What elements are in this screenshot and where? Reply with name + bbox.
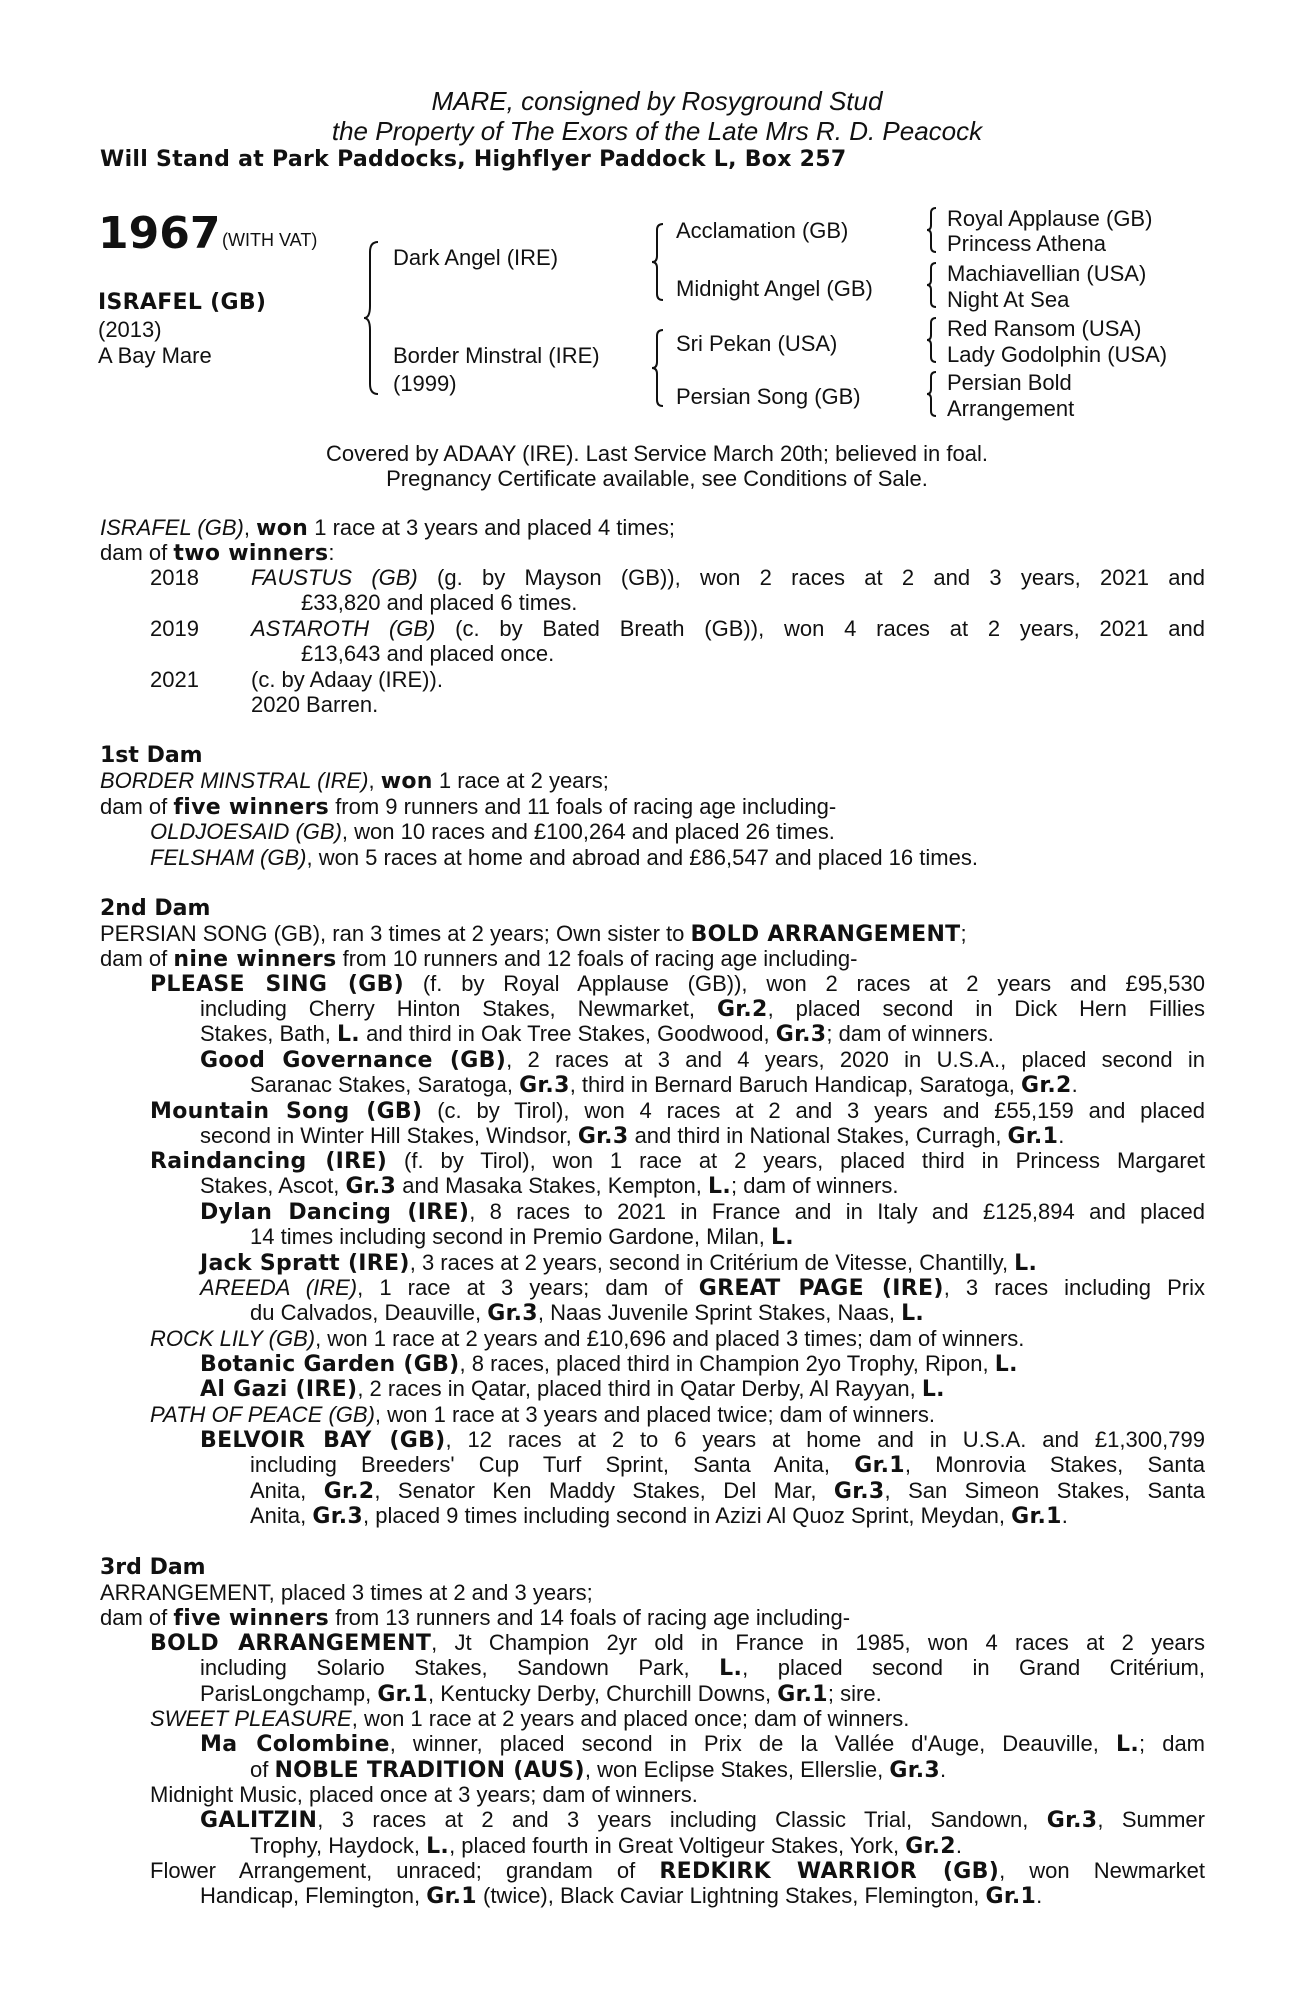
second-dam-l2: [100, 946, 857, 972]
produce-row-text: (c. by Bated Breath (GB)), won 4 races at 2 years, 2021 and: [435, 616, 1205, 641]
pregnancy-line: Pregnancy Certificate available, see Conditions of Sale.: [386, 466, 928, 491]
belvoir-bay-l3: [250, 1478, 1205, 1504]
galitzin-gr: Gr.3: [1046, 1808, 1098, 1833]
good-governance-l1: [200, 1047, 1205, 1073]
galitzin-l2: [250, 1833, 962, 1859]
ma-colombine-2e: .: [940, 1757, 947, 1782]
galitzin-end: , Summer: [1097, 1807, 1205, 1832]
please-sing-rest: (f. by Royal Applause (GB)), won 2 races at 2 years and £95,530: [404, 971, 1205, 996]
pedigree-ssd: Princess Athena: [947, 231, 1106, 256]
pedigree-ss: Acclamation (GB): [676, 218, 849, 243]
please-sing-3d: Gr.3: [775, 1022, 827, 1047]
bold-arrangement-l3: [200, 1681, 882, 1707]
path-of-peace-rest: , won 1 race at 3 years and placed twice; dam of winners.: [374, 1402, 935, 1427]
bold-arrangement-2a: including Solario Stakes, Sandown Park,: [200, 1655, 720, 1680]
flower-arrangement-2a: Handicap, Flemington,: [200, 1883, 427, 1908]
pedigree-dsd: Lady Godolphin (USA): [947, 342, 1168, 367]
ma-colombine-2b: NOBLE TRADITION (AUS): [274, 1758, 585, 1783]
flower-arrangement-c: , won Newmarket: [999, 1858, 1205, 1883]
please-sing-name: PLEASE SING (GB): [150, 972, 405, 997]
produce-row-year: 2019: [150, 616, 199, 641]
third-dam-l2c: from 13 runners and 14 foals of racing age including-: [329, 1605, 851, 1630]
ma-colombine-2a: of: [250, 1757, 275, 1782]
pedigree-dd: Persian Song (GB): [676, 384, 861, 409]
ma-colombine-l: L.: [1116, 1732, 1139, 1757]
first-dam-l4-rest: , won 5 races at home and abroad and £86,547 and placed 16 times.: [306, 845, 978, 870]
flower-arrangement-2e: .: [1036, 1883, 1043, 1908]
horse-description: A Bay Mare: [98, 343, 212, 368]
first-dam-l1: [100, 768, 609, 794]
brace-ds: [925, 316, 939, 364]
bold-arrangement-3b: Gr.1: [377, 1682, 428, 1707]
areeda-2b: Gr.3: [487, 1301, 538, 1326]
second-dam-l2c: from 10 runners and 12 foals of racing age including-: [336, 946, 858, 971]
produce-row-year: 2021: [150, 667, 199, 692]
pedigree-dam-year: (1999): [393, 371, 457, 396]
second-dam-l2b: nine winners: [173, 947, 337, 972]
jack-spratt-rest: , 3 races at 2 years, second in Critérium de Vitesse, Chantilly,: [409, 1250, 1015, 1275]
bold-arrangement-3d: Gr.1: [777, 1682, 828, 1707]
good-governance-2c: , third in Bernard Baruch Handicap, Saratoga,: [569, 1072, 1021, 1097]
ma-colombine-rest: , winner, placed second in Prix de la Vallée d'Auge, Deauville,: [389, 1731, 1117, 1756]
please-sing-l1: [150, 971, 1205, 997]
please-sing-3b: L.: [336, 1022, 360, 1047]
belvoir-bay-rest: , 12 races at 2 to 6 years at home and in U.S.A. and £1,300,799: [445, 1427, 1205, 1452]
produce-dam-of-c: :: [328, 540, 335, 565]
please-sing-l3: [200, 1021, 994, 1047]
botanic-garden-l1: [200, 1351, 1018, 1377]
galitzin-2b: L.: [426, 1834, 450, 1859]
dylan-dancing-l2: [250, 1224, 794, 1250]
rock-lily-l1: [150, 1326, 1024, 1351]
produce-row-cont: 2020 Barren.: [251, 692, 379, 717]
belvoir-bay-3a: Anita,: [250, 1478, 324, 1503]
galitzin-name: GALITZIN: [200, 1808, 318, 1833]
bold-arrangement-2c: , placed second in Grand Critérium,: [742, 1655, 1205, 1680]
path-of-peace-name: PATH OF PEACE (GB): [150, 1402, 375, 1427]
dylan-dancing-l1: [200, 1199, 1205, 1225]
first-dam-name: BORDER MINSTRAL (IRE): [100, 768, 369, 793]
produce-row-year: 2018: [150, 565, 199, 590]
belvoir-bay-name: BELVOIR BAY (GB): [200, 1428, 446, 1453]
first-dam-rest: 1 race at 2 years;: [432, 768, 609, 793]
flower-arrangement-a: Flower Arrangement, unraced; grandam of: [150, 1858, 660, 1883]
pedigree-dam: Border Minstral (IRE): [393, 343, 600, 368]
areeda-name: AREEDA (IRE): [200, 1275, 358, 1300]
flower-arrangement-2d: Gr.1: [985, 1884, 1037, 1909]
raindancing-name: Raindancing (IRE): [150, 1149, 388, 1174]
produce-row-text: (g. by Mayson (GB)), won 2 races at 2 and 3 years, 2021 and: [417, 565, 1205, 590]
mountain-song-l2: [200, 1123, 1064, 1149]
second-dam-l2a: dam of: [100, 946, 174, 971]
first-dam-comma: ,: [368, 768, 381, 793]
sweet-pleasure-name: SWEET PLEASURE: [150, 1706, 352, 1731]
flower-arrangement-b: REDKIRK WARRIOR (GB): [659, 1859, 1000, 1884]
mountain-song-rest: (c. by Tirol), won 4 races at 2 and 3 years and £55,159 and placed: [422, 1098, 1205, 1123]
produce-row-name: ASTAROTH (GB): [251, 616, 436, 641]
bold-arrangement-2b: L.: [719, 1656, 743, 1681]
good-governance-l2: [250, 1072, 1078, 1098]
sire-dam-brace: [362, 240, 382, 396]
lot-number: 1967: [98, 208, 221, 259]
pedigree-sdd: Night At Sea: [947, 287, 1070, 312]
areeda-2d: L.: [901, 1301, 925, 1326]
good-governance-name: Good Governance (GB): [200, 1048, 507, 1073]
third-dam-l2b: five winners: [173, 1606, 330, 1631]
please-sing-2c: , placed second in Dick Hern Fillies: [767, 996, 1206, 1021]
areeda-l2: [250, 1300, 924, 1326]
al-gazi-l1: [200, 1376, 945, 1402]
raindancing-2a: Stakes, Ascot,: [200, 1173, 346, 1198]
jack-spratt-l: L.: [1014, 1251, 1038, 1276]
second-dam-l1c: ;: [960, 921, 967, 946]
please-sing-3a: Stakes, Bath,: [200, 1021, 337, 1046]
raindancing-2c: and Masaka Stakes, Kempton,: [396, 1173, 708, 1198]
bold-arrangement-3e: ; sire.: [827, 1681, 882, 1706]
pedigree-sds: Machiavellian (USA): [947, 261, 1147, 286]
produce-dam-of-a: dam of: [100, 540, 174, 565]
belvoir-bay-2c: , Monrovia Stakes, Santa: [904, 1452, 1205, 1477]
belvoir-bay-3e: , San Simeon Stakes, Santa: [884, 1478, 1205, 1503]
please-sing-3e: ; dam of winners.: [826, 1021, 994, 1046]
rock-lily-name: ROCK LILY (GB): [150, 1326, 316, 1351]
produce-row-cont: £13,643 and placed once.: [301, 641, 555, 666]
first-dam-l4: [150, 845, 978, 870]
mountain-song-2a: second in Winter Hill Stakes, Windsor,: [200, 1123, 578, 1148]
covered-line: Covered by ADAAY (IRE). Last Service March 20th; believed in foal.: [326, 441, 988, 466]
produce-row-cont: £33,820 and placed 6 times.: [301, 590, 578, 615]
path-of-peace-l1: [150, 1402, 935, 1427]
al-gazi-name: Al Gazi (IRE): [200, 1377, 358, 1402]
first-dam-l2: [100, 794, 836, 820]
third-dam-l1: ARRANGEMENT, placed 3 times at 2 and 3 years;: [100, 1580, 593, 1605]
produce-row-entry: [251, 616, 1205, 641]
flower-arrangement-l1: [150, 1858, 1205, 1884]
produce-intro-rest: 1 race at 3 years and placed 4 times;: [308, 515, 675, 540]
vat-note: (WITH VAT): [222, 230, 318, 250]
al-gazi-rest: , 2 races in Qatar, placed third in Qatar Derby, Al Rayyan,: [357, 1376, 922, 1401]
galitzin-2d: Gr.2: [905, 1834, 956, 1859]
ma-colombine-2c: , won Eclipse Stakes, Ellerslie,: [584, 1757, 890, 1782]
flower-arrangement-2c: (twice), Black Caviar Lightning Stakes, Flemington,: [476, 1883, 986, 1908]
bold-arrangement-rest: , Jt Champion 2yr old in France in 1985, won 4 races at 2 years: [431, 1630, 1205, 1655]
good-governance-2b: Gr.3: [519, 1073, 570, 1098]
please-sing-l2: [200, 996, 1205, 1022]
first-dam-won: won: [380, 769, 433, 794]
bold-arrangement-l2: [200, 1655, 1205, 1681]
raindancing-rest: (f. by Tirol), won 1 race at 2 years, placed third in Princess Margaret: [387, 1148, 1205, 1173]
produce-dam-of-b: two winners: [173, 541, 329, 566]
good-governance-2d: Gr.2: [1020, 1073, 1072, 1098]
second-dam-heading: 2nd Dam: [100, 896, 211, 921]
property-line: the Property of The Exors of the Late Mrs R. D. Peacock: [331, 116, 983, 146]
raindancing-2d: L.: [708, 1174, 731, 1199]
mountain-song-2b: Gr.3: [577, 1124, 629, 1149]
produce-intro: [100, 515, 675, 541]
produce-row-entry: [251, 565, 1205, 590]
botanic-garden-l: L.: [994, 1352, 1018, 1377]
first-dam-l3: [150, 819, 835, 844]
produce-intro-name: ISRAFEL (GB): [100, 515, 244, 540]
galitzin-l1: [200, 1807, 1205, 1833]
first-dam-l3-name: OLDJOESAID (GB): [150, 819, 342, 844]
flower-arrangement-l2: [200, 1883, 1042, 1909]
produce-row-name: FAUSTUS (GB): [251, 565, 418, 590]
pedigree-dss: Red Ransom (USA): [947, 316, 1142, 341]
produce-row-entry: (c. by Adaay (IRE)).: [251, 667, 443, 692]
botanic-garden-name: Botanic Garden (GB): [200, 1352, 460, 1377]
bold-arrangement-l1: [150, 1630, 1205, 1656]
pedigree-sire: Dark Angel (IRE): [393, 245, 559, 270]
belvoir-bay-3b: Gr.2: [323, 1479, 375, 1504]
bold-arrangement-name: BOLD ARRANGEMENT: [150, 1631, 432, 1656]
belvoir-bay-4a: Anita,: [250, 1503, 313, 1528]
belvoir-bay-4d: Gr.1: [1011, 1504, 1062, 1529]
galitzin-2c: , placed fourth in Great Voltigeur Stakes, York,: [449, 1833, 906, 1858]
dylan-dancing-2b: L.: [770, 1225, 794, 1250]
botanic-garden-rest: , 8 races, placed third in Champion 2yo Trophy, Ripon,: [459, 1351, 995, 1376]
good-governance-2a: Saranac Stakes, Saratoga,: [250, 1072, 520, 1097]
belvoir-bay-2b: Gr.1: [854, 1453, 905, 1478]
belvoir-bay-4b: Gr.3: [312, 1504, 364, 1529]
please-sing-2b: Gr.2: [716, 997, 768, 1022]
bold-arrangement-3a: ParisLongchamp,: [200, 1681, 378, 1706]
second-dam-l1: [100, 921, 967, 947]
ma-colombine-end: ; dam: [1139, 1731, 1206, 1756]
belvoir-bay-4c: , placed 9 times including second in Azizi Al Quoz Sprint, Meydan,: [363, 1503, 1012, 1528]
belvoir-bay-3d: Gr.3: [833, 1479, 885, 1504]
al-gazi-l: L.: [921, 1377, 945, 1402]
belvoir-bay-l2: [250, 1452, 1205, 1478]
raindancing-2b: Gr.3: [345, 1174, 397, 1199]
jack-spratt-name: Jack Spratt (IRE): [200, 1251, 410, 1276]
raindancing-l1: [150, 1148, 1205, 1174]
rock-lily-rest: , won 1 race at 2 years and £10,696 and placed 3 times; dam of winners.: [315, 1326, 1025, 1351]
second-dam-l1b: BOLD ARRANGEMENT: [690, 922, 961, 947]
belvoir-bay-l1: [200, 1427, 1205, 1453]
second-dam-l1a: PERSIAN SONG (GB), ran 3 times at 2 years; Own sister to: [100, 921, 691, 946]
ma-colombine-name: Ma Colombine: [200, 1732, 390, 1757]
brace-sd: [925, 261, 939, 309]
mountain-song-2c: and third in National Stakes, Curragh,: [628, 1123, 1008, 1148]
belvoir-bay-3c: , Senator Ken Maddy Stakes, Del Mar,: [374, 1478, 834, 1503]
midnight-music-l1: Midnight Music, placed once at 3 years; dam of winners.: [150, 1782, 698, 1807]
brace-dd: [925, 370, 939, 418]
produce-intro-comma: ,: [243, 515, 257, 540]
belvoir-bay-l4: [250, 1503, 1068, 1529]
dylan-dancing-name: Dylan Dancing (IRE): [200, 1200, 470, 1225]
ma-colombine-l2: [250, 1757, 946, 1783]
bold-arrangement-3c: , Kentucky Derby, Churchill Downs,: [427, 1681, 778, 1706]
first-dam-l2a: dam of: [100, 794, 174, 819]
belvoir-bay-2a: including Breeders' Cup Turf Sprint, Santa Anita,: [250, 1452, 855, 1477]
pedigree-ddd: Arrangement: [947, 396, 1075, 421]
third-dam-l2a: dam of: [100, 1605, 174, 1630]
stand-line: Will Stand at Park Paddocks, Highflyer Paddock L, Box 257: [100, 147, 847, 172]
pedigree-sss: Royal Applause (GB): [947, 206, 1153, 231]
galitzin-2e: .: [955, 1833, 962, 1858]
please-sing-2a: including Cherry Hinton Stakes, Newmarket,: [200, 996, 717, 1021]
mountain-song-l1: [150, 1098, 1205, 1124]
produce-dam-of: [100, 540, 334, 566]
third-dam-heading: 3rd Dam: [100, 1555, 206, 1580]
sweet-pleasure-rest: , won 1 race at 2 years and placed once; dam of winners.: [351, 1706, 910, 1731]
galitzin-2a: Trophy, Haydock,: [250, 1833, 427, 1858]
ma-colombine-l1: [200, 1731, 1205, 1757]
mountain-song-2d: Gr.1: [1007, 1124, 1059, 1149]
raindancing-l2: [200, 1173, 899, 1199]
sire-line-brace: [650, 222, 666, 302]
jack-spratt-l1: [200, 1250, 1037, 1276]
mountain-song-2e: .: [1058, 1123, 1065, 1148]
pedigree-sd: Midnight Angel (GB): [676, 276, 873, 301]
first-dam-l4-name: FELSHAM (GB): [150, 845, 307, 870]
dam-line-brace: [650, 328, 666, 408]
areeda-2c: , Naas Juvenile Sprint Stakes, Naas,: [537, 1300, 902, 1325]
first-dam-heading: 1st Dam: [100, 743, 203, 768]
areeda-2a: du Calvados, Deauville,: [250, 1300, 488, 1325]
galitzin-rest: , 3 races at 2 and 3 years including Classic Trial, Sandown,: [317, 1807, 1047, 1832]
horse-name: ISRAFEL (GB): [98, 290, 267, 315]
dylan-dancing-2a: 14 times including second in Premio Gardone, Milan,: [250, 1224, 771, 1249]
sweet-pleasure-l1: [150, 1706, 909, 1731]
third-dam-l2: [100, 1605, 850, 1631]
first-dam-l3-rest: , won 10 races and £100,264 and placed 26 times.: [341, 819, 835, 844]
produce-intro-won: won: [256, 516, 309, 541]
mountain-song-name: Mountain Song (GB): [150, 1099, 423, 1124]
good-governance-2e: .: [1071, 1072, 1078, 1097]
flower-arrangement-2b: Gr.1: [426, 1884, 477, 1909]
areeda-l1: [200, 1275, 1205, 1301]
dylan-dancing-rest: , 8 races to 2021 in France and in Italy and £125,894 and placed: [469, 1199, 1205, 1224]
belvoir-bay-4e: .: [1061, 1503, 1068, 1528]
pedigree-ds: Sri Pekan (USA): [676, 331, 838, 356]
consignor-line: MARE, consigned by Rosyground Stud: [431, 86, 883, 116]
good-governance-rest: , 2 races at 3 and 4 years, 2020 in U.S.A., placed second in: [506, 1047, 1206, 1072]
pedigree-dds: Persian Bold: [947, 370, 1072, 395]
areeda-c: , 3 races including Prix: [943, 1275, 1206, 1300]
horse-year: (2013): [98, 317, 162, 342]
first-dam-l2b: five winners: [173, 795, 330, 820]
raindancing-2e: ; dam of winners.: [730, 1173, 899, 1198]
please-sing-3c: and third in Oak Tree Stakes, Goodwood,: [359, 1021, 776, 1046]
ma-colombine-2d: Gr.3: [889, 1758, 941, 1783]
brace-ss: [925, 206, 939, 254]
first-dam-l2c: from 9 runners and 11 foals of racing age including-: [329, 794, 837, 819]
areeda-a: , 1 race at 3 years; dam of: [357, 1275, 699, 1300]
areeda-b: GREAT PAGE (IRE): [698, 1276, 944, 1301]
